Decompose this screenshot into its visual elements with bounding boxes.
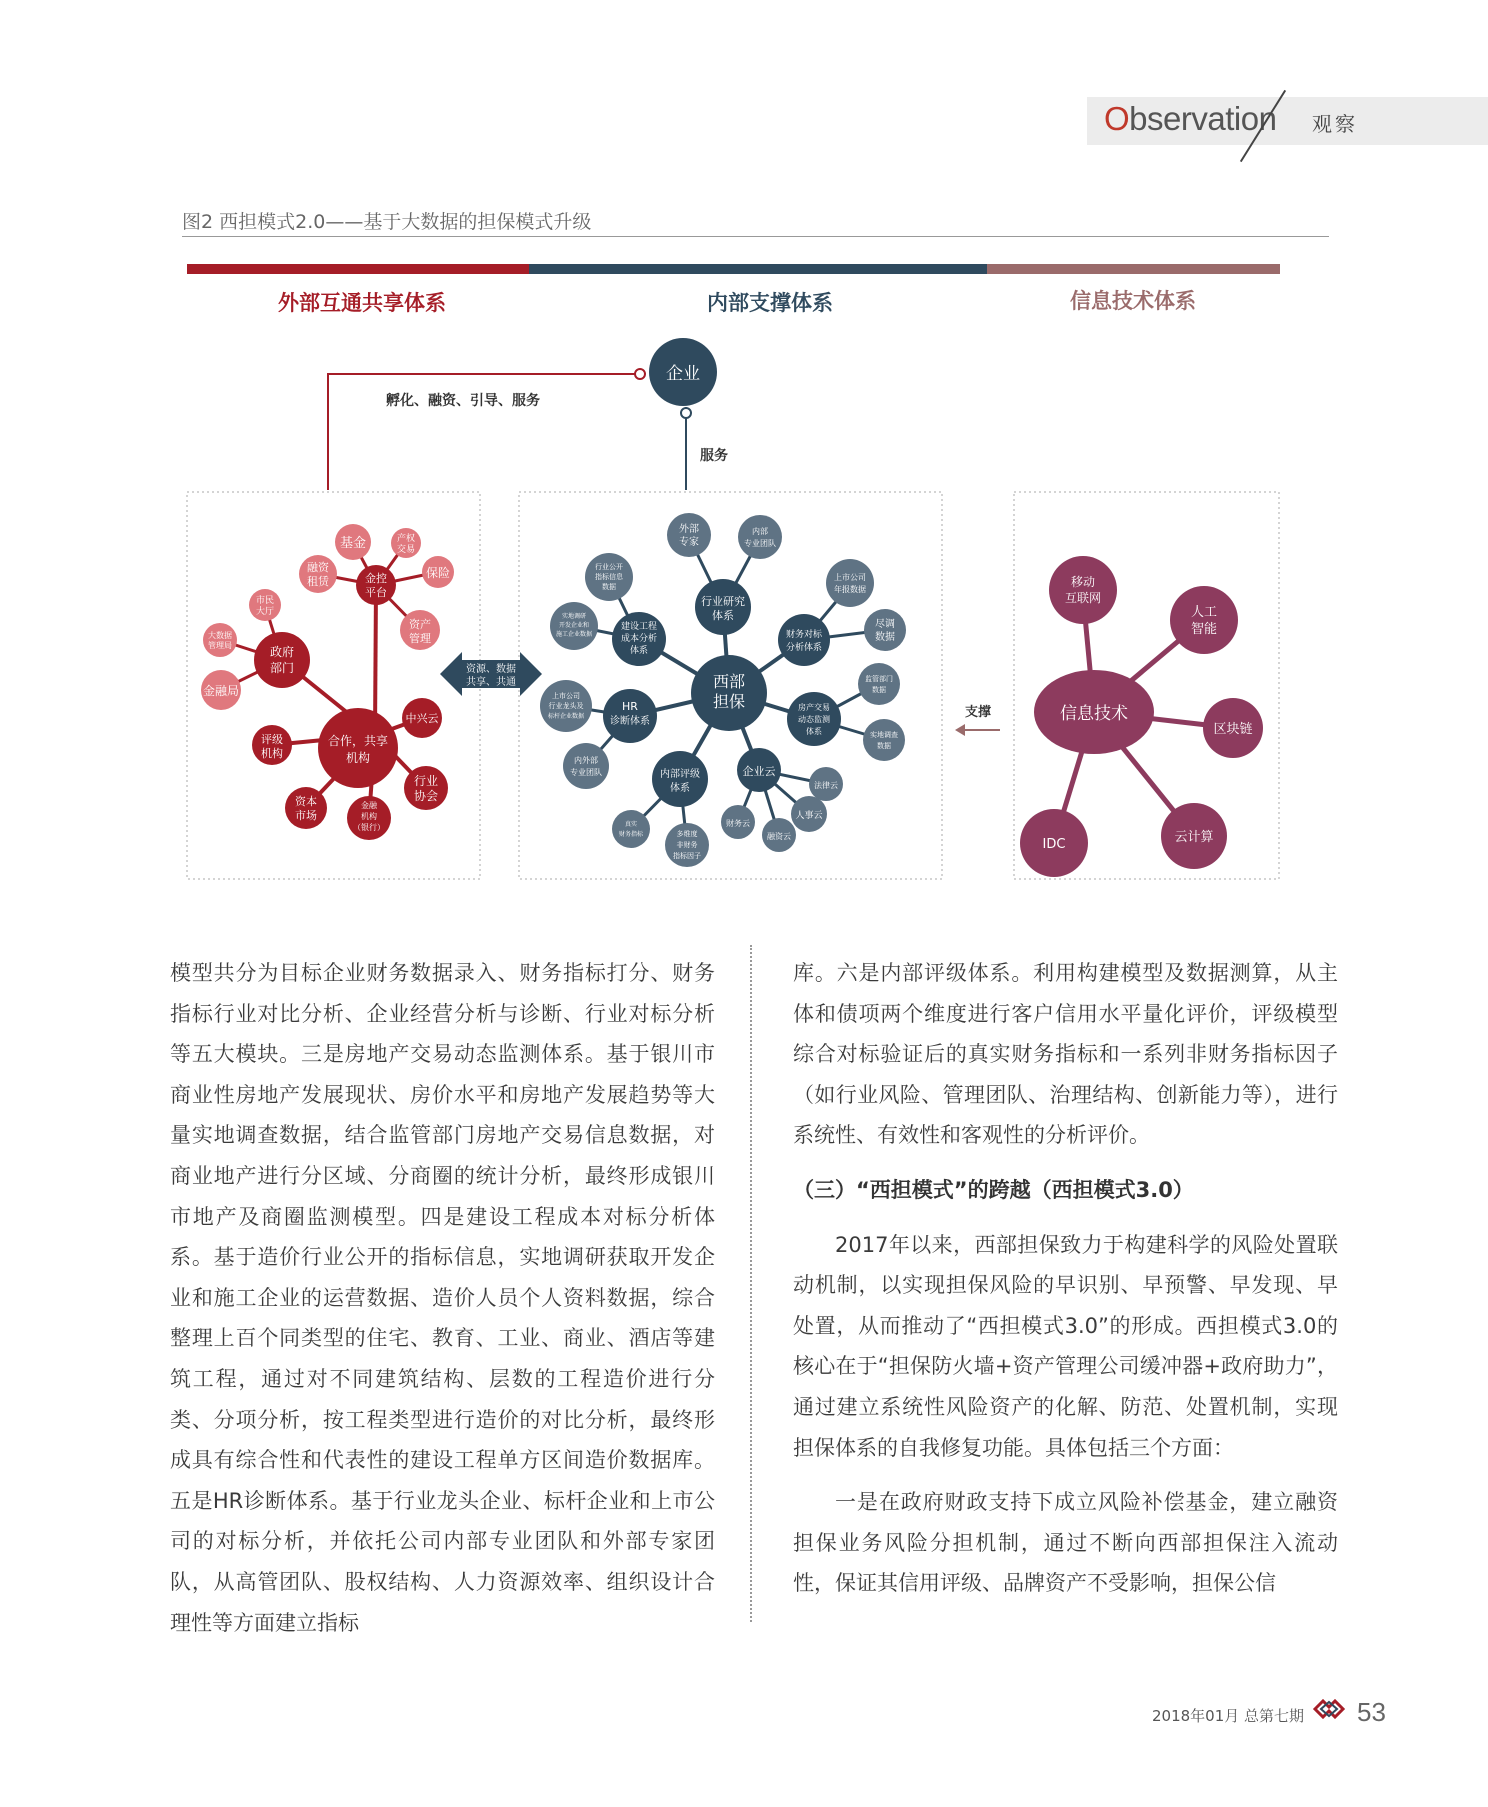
svg-text:开发企业和: 开发企业和 [558, 622, 590, 629]
svg-text:金融: 金融 [361, 801, 377, 810]
svg-text:财务对标: 财务对标 [785, 630, 823, 640]
svg-text:共享、共通: 共享、共通 [466, 677, 516, 688]
svg-text:非财务: 非财务 [676, 841, 698, 849]
link-label: 孵化、融资、引导、服务 [386, 393, 540, 409]
node-gov [254, 632, 310, 688]
svg-text:合作，共享: 合作，共享 [327, 734, 389, 748]
svg-text:专业团队: 专业团队 [570, 768, 602, 777]
svg-text:移动: 移动 [1070, 575, 1096, 589]
svg-text:机构: 机构 [261, 747, 283, 760]
svg-text:机构: 机构 [361, 812, 377, 821]
svg-text:资本: 资本 [295, 795, 317, 808]
svg-text:数据: 数据 [875, 632, 895, 643]
svg-text:诊断体系: 诊断体系 [610, 716, 650, 727]
node-shangshi [826, 559, 874, 607]
svg-text:体系: 体系 [712, 609, 734, 622]
node-zhenshi [612, 810, 650, 848]
svg-text:体系: 体系 [806, 727, 822, 736]
svg-text:基金: 基金 [339, 536, 367, 551]
column-divider [750, 945, 752, 1622]
svg-text:HR: HR [622, 700, 638, 713]
svg-text:数据: 数据 [872, 686, 886, 694]
svg-text:内部: 内部 [752, 527, 768, 536]
node-jianguan [858, 663, 900, 705]
section-internal: 内部支撑体系 [707, 291, 833, 315]
svg-text:年报数据: 年报数据 [834, 585, 866, 594]
svg-text:支撑: 支撑 [964, 705, 992, 720]
svg-text:建设工程: 建设工程 [620, 622, 658, 632]
svg-text:交易: 交易 [396, 545, 416, 555]
support-arrow [955, 704, 1000, 736]
svg-text:体系: 体系 [629, 646, 649, 656]
svg-text:监管部门: 监管部门 [865, 675, 893, 683]
svg-text:资源、数据: 资源、数据 [466, 664, 516, 675]
publisher-logo-icon [1312, 1698, 1346, 1720]
svg-text:法律云: 法律云 [814, 781, 838, 790]
svg-text:尽调: 尽调 [875, 619, 895, 630]
model-diagram [0, 0, 1488, 900]
svg-text:企业: 企业 [666, 364, 700, 384]
svg-text:行业: 行业 [413, 774, 439, 788]
svg-text:动态监测: 动态监测 [798, 715, 830, 724]
svg-text:金融局: 金融局 [202, 684, 240, 698]
node-ai [1170, 586, 1238, 654]
figure-caption: 图2 西担模式2.0——基于大数据的担保模式升级 [182, 211, 592, 233]
exchange-arrow [440, 652, 542, 696]
it-bar [987, 264, 1280, 274]
node-jindiao [864, 609, 906, 651]
svg-text:金控: 金控 [365, 572, 387, 585]
right-paragraph-1: 库。六是内部评级体系。利用构建模型及数据测算，从主体和债项两个维度进行客户信用水平量化评价，评级模型综合对标验证后的真实财务指标和一系列非财务指标因子（如行业风险、管理团队、治理结构、创新能力等），进行系统性、有效性和客观性的分析评价。 [793, 961, 1338, 1148]
svg-text:内部评级: 内部评级 [660, 769, 700, 780]
svg-text:云计算: 云计算 [1174, 830, 1214, 845]
svg-text:担保: 担保 [712, 692, 746, 711]
node-neibu [738, 515, 782, 559]
svg-text:实地调查: 实地调查 [870, 731, 898, 739]
svg-text:协会: 协会 [413, 789, 439, 803]
node-neiwai [563, 743, 609, 789]
svg-text:行业研究: 行业研究 [701, 595, 745, 608]
svg-text:行业公开: 行业公开 [595, 563, 623, 571]
svg-text:市场: 市场 [295, 809, 317, 822]
svg-text:IDC: IDC [1042, 837, 1066, 852]
svg-text:分析体系: 分析体系 [785, 643, 823, 653]
incubation-line [328, 374, 640, 490]
svg-text:政府: 政府 [269, 645, 295, 659]
svg-text:管理: 管理 [409, 632, 431, 645]
svg-text:中兴云: 中兴云 [405, 712, 439, 725]
external-bar [187, 264, 529, 274]
svg-text:内外部: 内外部 [574, 756, 598, 765]
issue-info: 2018年01月 总第七期 [1152, 1707, 1305, 1725]
page-number: 53 [1357, 1697, 1386, 1727]
external-nodes [201, 524, 454, 840]
it-nodes [1020, 556, 1263, 877]
left-column [170, 953, 715, 1643]
svg-text:施工企业数据: 施工企业数据 [555, 631, 593, 638]
svg-text:人事云: 人事云 [795, 811, 823, 821]
svg-text:体系: 体系 [670, 783, 690, 794]
node-ziben [285, 787, 327, 829]
svg-text:评级: 评级 [261, 733, 283, 746]
node-jinkong [356, 565, 396, 605]
svg-text:租赁: 租赁 [307, 575, 329, 588]
svg-text:信息技术: 信息技术 [1060, 704, 1128, 724]
svg-text:财务指标: 财务指标 [618, 831, 644, 838]
service-label: 服务 [700, 448, 728, 464]
node-dashuju [203, 623, 237, 657]
svg-text:（银行）: （银行） [353, 823, 385, 832]
svg-text:市民: 市民 [255, 596, 275, 606]
svg-text:实地调研: 实地调研 [561, 613, 587, 620]
left-paragraph: 模型共分为目标企业财务数据录入、财务指标打分、财务指标行业对比分析、企业经营分析与诊断、行业对标分析等五大模块。三是房地产交易动态监测体系。基于银川市商业性房地产发展现状、房价水平和房地产发展趋势等大量实地调查数据，结合监管部门房地产交易信息数据，对商业地产进行分区域、分商圈的统计分析，最终形成银川市地产及商圈监测模型。四是建设工程成本对标分析体系。基于造价行业公开的指标信息，实地调研获取开发企业和施工企业的运营数据、造价人员个人资料数据，综合整理上百个同类型的住宅、教育、工业、商业、酒店等建筑工程，通过对不同建筑结构、层数的工程造价进行分类、分项分析，按工程类型进行造价的对比分析，最终形成具有综合性和代表性的建设工程单方区间造价数据库。五是HR诊断体系。基于行业龙头企业、标杆企业和上市公司的对标分析，并依托公司内部专业团队和外部专家团队，从高管团队、股权结构、人力资源效率、组织设计合理性等方面建立指标 [170, 961, 715, 1635]
right-paragraph-3: 一是在政府财政支持下成立风险补偿基金，建立融资担保业务风险分担机制，通过不断向西部担保注入流动性，保证其信用评级、品牌资产不受影响，担保公信 [793, 1490, 1338, 1596]
svg-text:专业团队: 专业团队 [744, 539, 776, 548]
svg-text:成本分析: 成本分析 [620, 634, 658, 644]
right-paragraph-2: 2017年以来，西部担保致力于构建科学的风险处置联动机制，以实现担保风险的早识别、早预警、早发现、早处置，从而推动了“西担模式3.0”的形成。西担模式3.0的核心在于“担保防火墙+资产管理公司缓冲器+政府助力”，通过建立系统性风险资产的化解、防范、处置机制，实现担保体系的自我修复功能。具体包括三个方面： [793, 1232, 1338, 1460]
svg-text:多维度: 多维度 [676, 830, 698, 838]
svg-text:大厅: 大厅 [255, 607, 275, 617]
node-caiwu [778, 614, 830, 666]
node-waibu [667, 513, 711, 557]
svg-text:数据: 数据 [877, 742, 891, 750]
right-column [793, 953, 1338, 1604]
svg-text:平台: 平台 [365, 586, 387, 599]
internal-nodes [540, 513, 906, 867]
svg-text:管理局: 管理局 [208, 641, 232, 650]
section-external: 外部互通共享体系 [278, 291, 446, 315]
magazine-section-brand: Observation [1104, 100, 1277, 137]
svg-text:互联网: 互联网 [1064, 591, 1102, 605]
svg-text:资产: 资产 [409, 618, 431, 631]
svg-text:上市公司: 上市公司 [552, 692, 580, 700]
section-it: 信息技术体系 [1070, 289, 1196, 313]
svg-text:房产交易: 房产交易 [798, 703, 830, 712]
svg-text:数据: 数据 [602, 583, 616, 591]
svg-text:行业龙头及: 行业龙头及 [548, 702, 584, 710]
node-hangye [404, 766, 448, 810]
svg-text:区块链: 区块链 [1213, 722, 1253, 737]
svg-text:真实: 真实 [624, 821, 638, 828]
node-mobile [1049, 556, 1117, 624]
svg-text:人工: 人工 [1190, 605, 1218, 620]
svg-text:指标信息: 指标信息 [595, 573, 623, 581]
svg-text:智能: 智能 [1190, 622, 1218, 637]
svg-text:融资: 融资 [307, 561, 329, 574]
node-cooperation [318, 708, 398, 788]
svg-text:部门: 部门 [269, 661, 295, 675]
svg-text:融资云: 融资云 [767, 832, 791, 841]
svg-text:外部: 外部 [679, 524, 699, 535]
svg-text:上市公司: 上市公司 [834, 573, 866, 582]
svg-text:指标因子: 指标因子 [673, 852, 701, 860]
section-heading: （三）“西担模式”的跨越（西担模式3.0） [793, 1177, 1194, 1202]
internal-bar [529, 264, 987, 274]
section-name: 观察 [1312, 112, 1358, 136]
svg-text:大数据: 大数据 [208, 631, 232, 640]
svg-text:西部: 西部 [712, 672, 746, 691]
svg-text:产权: 产权 [396, 534, 416, 544]
svg-text:机构: 机构 [345, 751, 371, 765]
svg-text:企业云: 企业云 [742, 765, 776, 778]
svg-text:专家: 专家 [679, 537, 699, 548]
svg-text:保险: 保险 [425, 566, 451, 580]
svg-text:财务云: 财务云 [726, 819, 750, 828]
node-shididiaocha [863, 719, 905, 761]
svg-text:标杆企业数据: 标杆企业数据 [547, 713, 585, 720]
